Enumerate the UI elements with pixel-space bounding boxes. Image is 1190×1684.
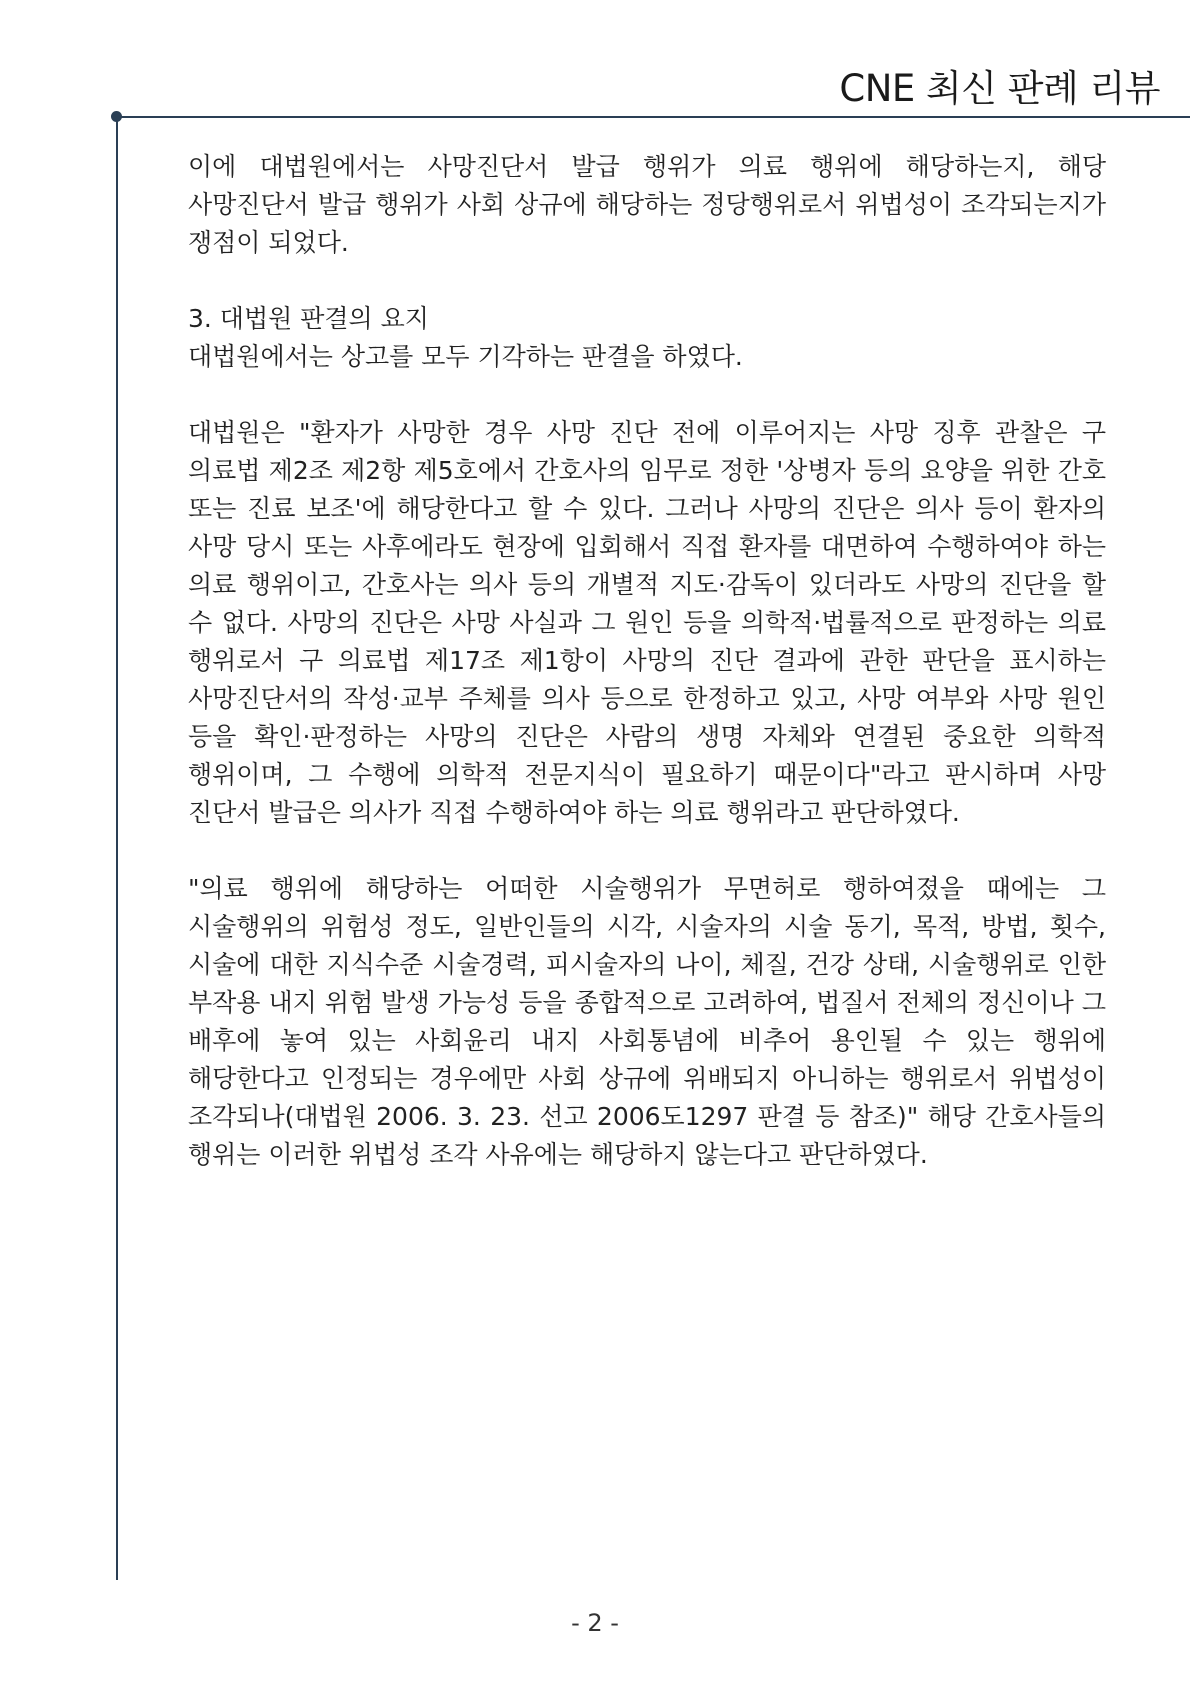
frame-corner-dot (111, 111, 122, 122)
paragraph-justification: "의료 행위에 해당하는 어떠한 시술행위가 무면허로 행하여졌을 때에는 그 시술행위의 위험성 정도, 일반인들의 시각, 시술자의 시술 동기, 목적, 방법, 횟수, 시술에 대한 지식수준 시술경력, 피시술자의 나이, 체질, 건강 상태, 시술행위로 인한 부작용 내지 위험 발생 가능성 등을 종합적으로 고려하여, 법질서 전체의 정신이나 그 배후에 놓여 있는 사회윤리 내지 사회통념에 비추어 용인될 수 있는 행위에 해당한다고 인정되는 경우에만 사회 상규에 위배되지 아니하는 행위로서 위법성이 조각되나(대법원 2006. 3. 23. 선고 2006도1297 판결 등 참조)" 해당 간호사들의 행위는 이러한 위법성 조각 사유에는 해당하지 않는다고 판단하였다. (188, 874, 1106, 1169)
header-title: CNE 최신 판례 리뷰 (839, 67, 1160, 110)
paragraph-issue: 이에 대법원에서는 사망진단서 발급 행위가 의료 행위에 해당하는지, 해당 사망진단서 발급 행위가 사회 상규에 해당하는 정당행위로서 위법성이 조각되는지가 쟁점이 되었다. (188, 152, 1106, 257)
section-heading-3: 3. 대법원 판결의 요지 (188, 304, 429, 333)
document-body (188, 148, 1106, 1212)
frame-left-rule (116, 116, 118, 1580)
page-number: - 2 - (571, 1609, 619, 1637)
paragraph-ruling: 대법원에서는 상고를 모두 기각하는 판결을 하였다. (188, 342, 743, 371)
frame-top-rule (115, 116, 1190, 118)
paragraph-court-reasoning: 대법원은 "환자가 사망한 경우 사망 진단 전에 이루어지는 사망 징후 관찰은 구 의료법 제2조 제2항 제5호에서 간호사의 임무로 정한 '상병자 등의 요양을 위한 간호 또는 진료 보조'에 해당한다고 할 수 있다. 그러나 사망의 진단은 의사 등이 환자의 사망 당시 또는 사후에라도 현장에 입회해서 직접 환자를 대면하여 수행하여야 하는 의료 행위이고, 간호사는 의사 등의 개별적 지도·감독이 있더라도 사망의 진단을 할 수 없다. 사망의 진단은 사망 사실과 그 원인 등을 의학적·법률적으로 판정하는 의료 행위로서 구 의료법 제17조 제1항이 사망의 진단 결과에 관한 판단을 표시하는 사망진단서의 작성·교부 주체를 의사 등으로 한정하고 있고, 사망 여부와 사망 원인 등을 확인·판정하는 사망의 진단은 사람의 생명 자체와 연결된 중요한 의학적 행위이며, 그 수행에 의학적 전문지식이 필요하기 때문이다"라고 판시하며 사망 진단서 발급은 의사가 직접 수행하여야 하는 의료 행위라고 판단하였다. (188, 418, 1106, 827)
